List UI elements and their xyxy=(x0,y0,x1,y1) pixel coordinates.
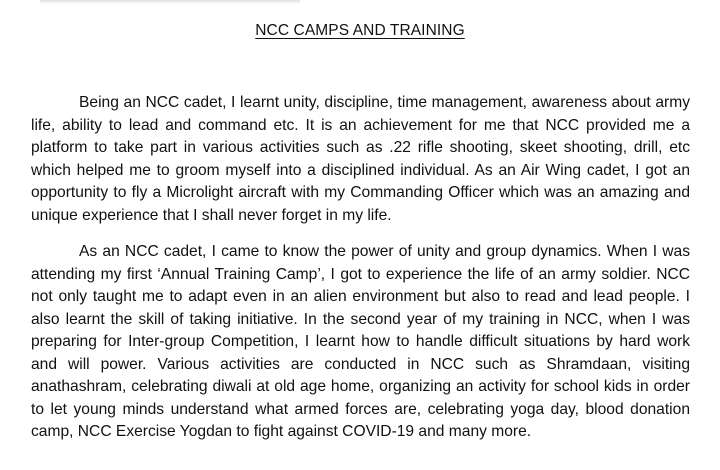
paragraph-1: Being an NCC cadet, I learnt unity, discipline, time management, awareness about army life, ability to lead and command etc. It is an achievement for me that NCC provided me a platform to take part in various activities such as .22 rifle shooting, skeet shooting, drill, etc which helped me to groom myself into a disciplined individual. As an Air Wing cadet, I got an opportunity to fly a Microlight aircraft with my Commanding Officer which was an amazing and unique experience that I shall never forget in my life. xyxy=(31,94,690,224)
page-title: NCC CAMPS AND TRAINING xyxy=(255,22,465,39)
scan-edge-shadow xyxy=(40,0,300,4)
paragraph-2: As an NCC cadet, I came to know the power of unity and group dynamics. When I was attending my first ‘Annual Training Camp’, I got to experience the life of an army soldier. NCC not only taught me to adapt even in an alien environment but also to read and lead people. I also learnt the skill of taking initiative. In the second year of my training in NCC, when I was preparing for Inter-group Competition, I learnt how to handle difficult situations by hard work and will power. Various activities are conducted in NCC such as Shramdaan, visiting anathashram, celebrating diwali at old age home, organizing an activity for school kids in order to let young minds understand what armed forces are, celebrating yoga day, blood donation camp, NCC Exercise Yogdan to fight against COVID-19 and many more. xyxy=(31,243,690,440)
